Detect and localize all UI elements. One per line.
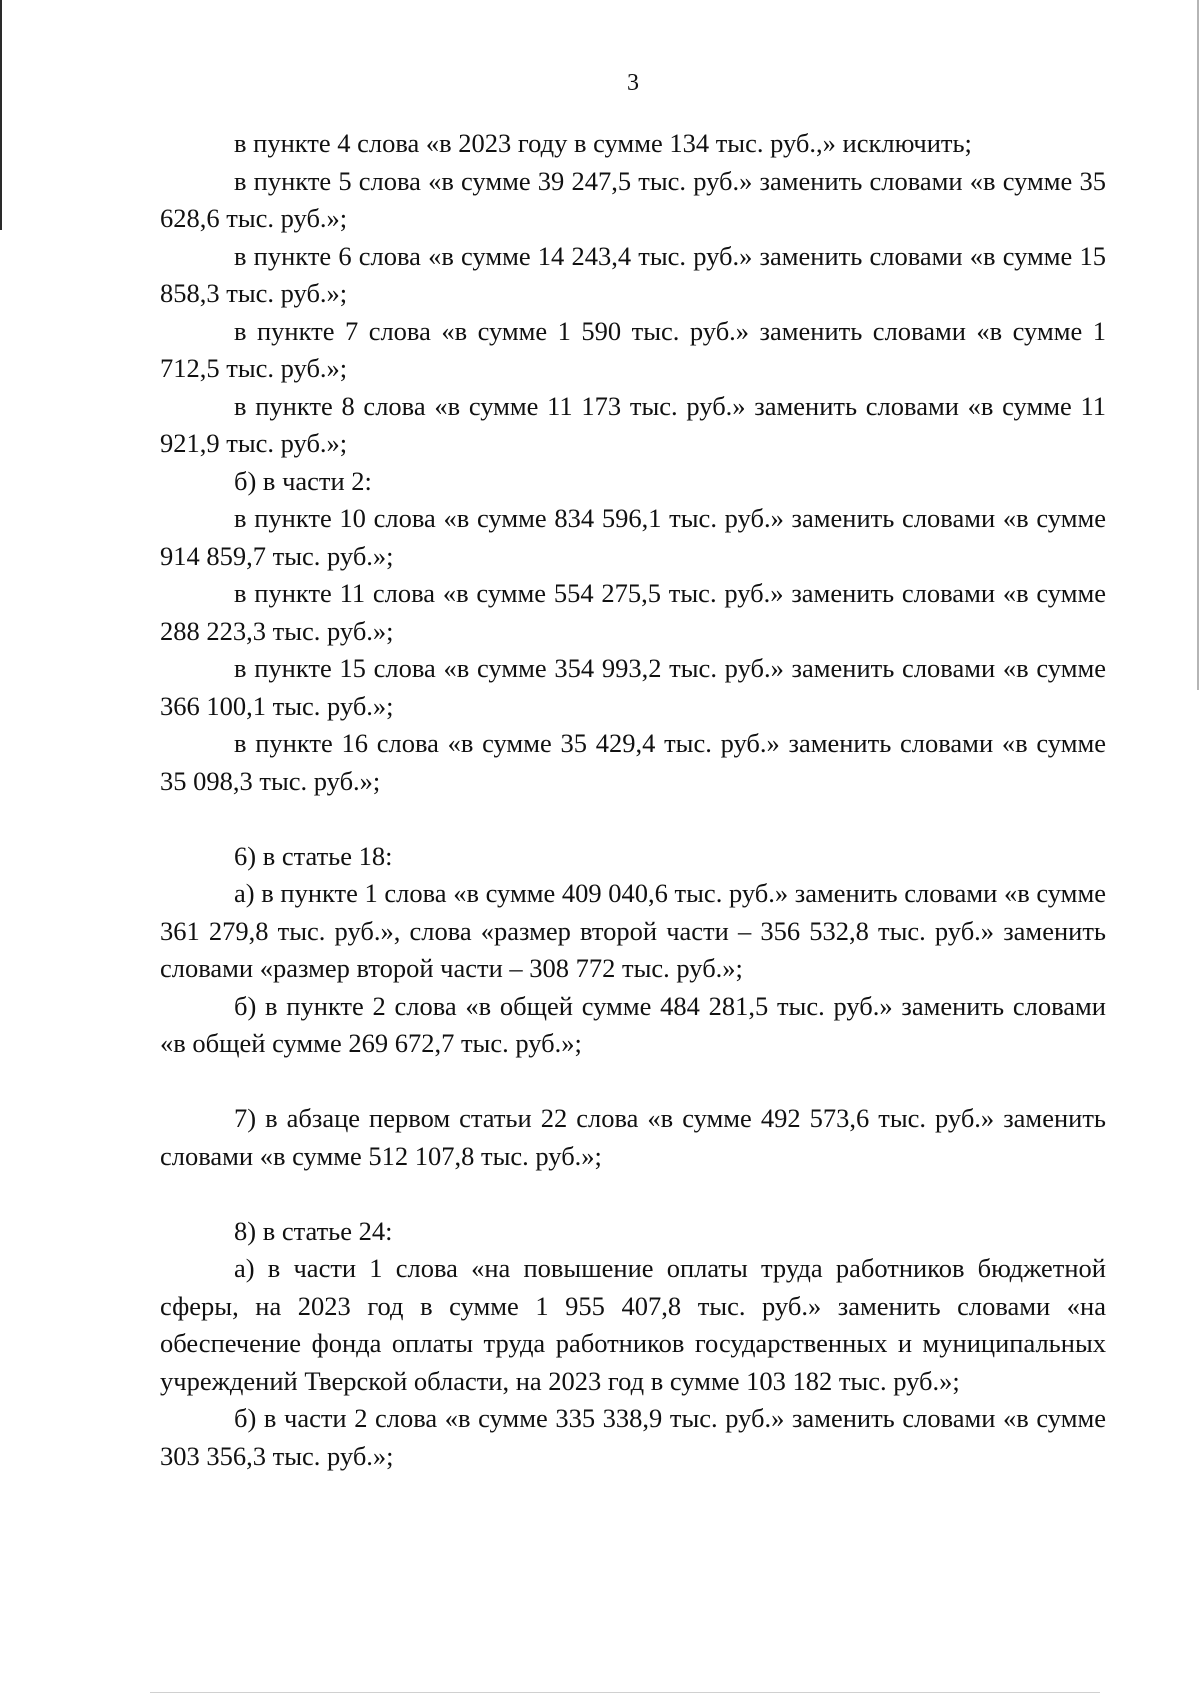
paragraph-item-8: в пункте 8 слова «в сумме 11 173 тыс. руб.» заменить словами «в сумме 11 921,9 тыс. руб.»; [160,390,1106,458]
page-number: 3 [627,70,639,96]
paragraph-item-6: в пункте 6 слова «в сумме 14 243,4 тыс. руб.» заменить словами «в сумме 15 858,3 тыс. руб.»; [160,240,1106,308]
scan-edge-line [1197,0,1199,690]
document-body [160,125,1106,1475]
paragraph-article-18-a: а) в пункте 1 слова «в сумме 409 040,6 тыс. руб.» заменить словами «в сумме 361 279,8 тыс. руб.», слова «размер второй части – 356 532,8 тыс. руб.» заменить словами «размер второй части – 308 772 тыс. руб.»; [160,878,1106,983]
paragraph-item-4: в пункте 4 слова «в 2023 году в сумме 134 тыс. руб.,» исключить; [234,128,972,158]
scan-bottom-rule [150,1692,1100,1693]
paragraph-spacer [160,800,1106,838]
paragraph-item-16: в пункте 16 слова «в сумме 35 429,4 тыс. руб.» заменить словами «в сумме 35 098,3 тыс. руб.»; [160,728,1106,796]
paragraph-article-24-heading: 8) в статье 24: [234,1215,393,1246]
paragraph-article-22: 7) в абзаце первом статьи 22 слова «в сумме 492 573,6 тыс. руб.» заменить словами «в сумме 512 107,8 тыс. руб.»; [160,1103,1106,1171]
scan-margin-line [0,0,2,230]
paragraph-item-10: в пункте 10 слова «в сумме 834 596,1 тыс. руб.» заменить словами «в сумме 914 859,7 тыс. руб.»; [160,503,1106,571]
paragraph-part-2-heading: б) в части 2: [234,465,372,496]
paragraph-article-18-heading: 6) в статье 18: [234,840,393,871]
paragraph-spacer [160,1175,1106,1213]
paragraph-article-18-b: б) в пункте 2 слова «в общей сумме 484 281,5 тыс. руб.» заменить словами «в общей сумме 269 672,7 тыс. руб.»; [160,990,1106,1058]
paragraph-article-24-a: а) в части 1 слова «на повышение оплаты труда работников бюджетной сферы, на 2023 год в сумме 1 955 407,8 тыс. руб.» заменить словами «на обеспечение фонда оплаты труда работников государственных и муниципальных учреждений Тверской области, на 2023 год в сумме 103 182 тыс. руб.»; [160,1253,1106,1396]
paragraph-item-7: в пункте 7 слова «в сумме 1 590 тыс. руб.» заменить словами «в сумме 1 712,5 тыс. руб.»; [160,315,1106,383]
paragraph-item-5: в пункте 5 слова «в сумме 39 247,5 тыс. руб.» заменить словами «в сумме 35 628,6 тыс. руб.»; [160,165,1106,233]
paragraph-article-24-b: б) в части 2 слова «в сумме 335 338,9 тыс. руб.» заменить словами «в сумме 303 356,3 тыс. руб.»; [160,1403,1106,1471]
paragraph-spacer [160,1063,1106,1101]
paragraph-item-15: в пункте 15 слова «в сумме 354 993,2 тыс. руб.» заменить словами «в сумме 366 100,1 тыс. руб.»; [160,653,1106,721]
paragraph-item-11: в пункте 11 слова «в сумме 554 275,5 тыс. руб.» заменить словами «в сумме 288 223,3 тыс. руб.»; [160,578,1106,646]
